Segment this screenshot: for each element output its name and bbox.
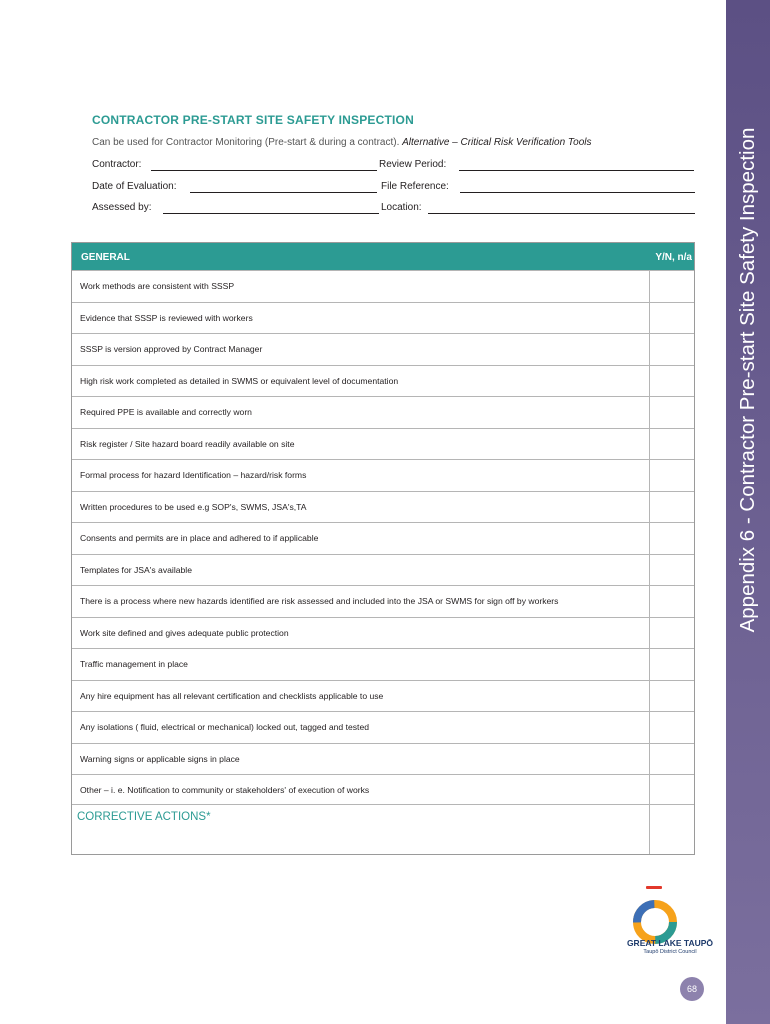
row-label: Written procedures to be used e.g SOP's, SWMS, JSA's,TA (80, 501, 307, 512)
yn-cell[interactable] (649, 618, 694, 649)
yn-cell[interactable] (649, 712, 694, 743)
yn-cell[interactable] (649, 555, 694, 586)
table-row (72, 554, 694, 586)
yn-cell[interactable] (649, 523, 694, 554)
assessed-by-field[interactable] (163, 213, 379, 214)
row-label: Consents and permits are in place and adhered to if applicable (80, 533, 319, 543)
review-period-field[interactable] (459, 170, 694, 171)
form-title: CONTRACTOR PRE-START SITE SAFETY INSPECTION (92, 113, 414, 127)
inspection-table (71, 242, 695, 855)
row-label: Traffic management in place (80, 659, 188, 669)
table-row (72, 428, 694, 460)
table-row (72, 270, 694, 302)
yn-cell[interactable] (649, 460, 694, 491)
row-label: Warning signs or applicable signs in place (80, 753, 240, 764)
table-row (72, 302, 694, 334)
yn-cell[interactable] (649, 681, 694, 712)
yn-cell[interactable] (649, 492, 694, 523)
table-row (72, 396, 694, 428)
subtitle-text: Can be used for Contractor Monitoring (Pre-start & during a contract). (92, 137, 400, 148)
row-label: Work methods are consistent with SSSP (80, 281, 235, 291)
row-label: Any isolations ( fluid, electrical or mechanical) locked out, tagged and tested (80, 722, 370, 732)
row-label: Risk register / Site hazard board readily available on site (80, 438, 295, 449)
table-row (72, 365, 694, 397)
table-row (72, 648, 694, 680)
location-field[interactable] (428, 213, 695, 214)
row-label: Work site defined and gives adequate public protection (80, 627, 289, 638)
corrective-actions-row (72, 804, 694, 854)
yn-cell[interactable] (649, 303, 694, 334)
file-reference-label: File Reference: (381, 181, 449, 192)
yn-cell[interactable] (649, 429, 694, 460)
review-period-label: Review Period: (379, 159, 447, 170)
logo-subtitle: Taupō District Council (643, 949, 697, 955)
yn-cell[interactable] (649, 586, 694, 617)
table-row (72, 680, 694, 712)
date-of-evaluation-label: Date of Evaluation: (92, 181, 177, 192)
table-row (72, 774, 694, 804)
row-label: Required PPE is available and correctly worn (80, 407, 252, 417)
subtitle-alternative: Alternative – Critical Risk Verification Tools (402, 137, 592, 148)
corrective-actions-cell[interactable] (649, 805, 694, 854)
table-row (72, 743, 694, 775)
location-label: Location: (381, 202, 422, 213)
row-label: Any hire equipment has all relevant certification and checklists applicable to use (80, 690, 384, 701)
corrective-actions-label: CORRECTIVE ACTIONS* (77, 811, 211, 823)
table-row (72, 711, 694, 743)
row-label: Templates for JSA's available (80, 564, 192, 575)
yn-cell[interactable] (649, 775, 694, 804)
table-header (72, 243, 694, 270)
logo-name: GREAT LAKE TAUPŌ (626, 938, 714, 948)
assessed-by-label: Assessed by: (92, 202, 152, 213)
row-label: There is a process where new hazards identified are risk assessed and included into the JSA or SWMS for sign off by workers (80, 596, 559, 606)
yn-cell[interactable] (649, 397, 694, 428)
contractor-field[interactable] (151, 170, 377, 171)
header-yn: Y/N, n/a (655, 252, 692, 263)
yn-cell[interactable] (649, 744, 694, 775)
table-row (72, 585, 694, 617)
table-row (72, 459, 694, 491)
row-label: SSSP is version approved by Contract Manager (80, 344, 263, 354)
file-reference-field[interactable] (460, 192, 695, 193)
row-label: Evidence that SSSP is reviewed with workers (80, 312, 253, 323)
row-label: High risk work completed as detailed in SWMS or equivalent level of documentation (80, 375, 399, 386)
table-row (72, 522, 694, 554)
date-of-evaluation-field[interactable] (190, 192, 377, 193)
table-row (72, 491, 694, 523)
yn-cell[interactable] (649, 366, 694, 397)
table-row (72, 617, 694, 649)
side-banner-title: Appendix 6 - Contractor Pre-start Site Safety Inspection (736, 127, 759, 633)
header-general: GENERAL (81, 252, 130, 263)
row-label: Other – i. e. Notification to community or stakeholders' of execution of works (80, 785, 370, 795)
table-row (72, 333, 694, 365)
contractor-label: Contractor: (92, 159, 142, 170)
yn-cell[interactable] (649, 334, 694, 365)
form-subtitle (92, 137, 591, 148)
row-label: Formal process for hazard Identification – hazard/risk forms (80, 470, 307, 480)
yn-cell[interactable] (649, 271, 694, 302)
yn-cell[interactable] (649, 649, 694, 680)
page-number: 68 (680, 977, 704, 1001)
